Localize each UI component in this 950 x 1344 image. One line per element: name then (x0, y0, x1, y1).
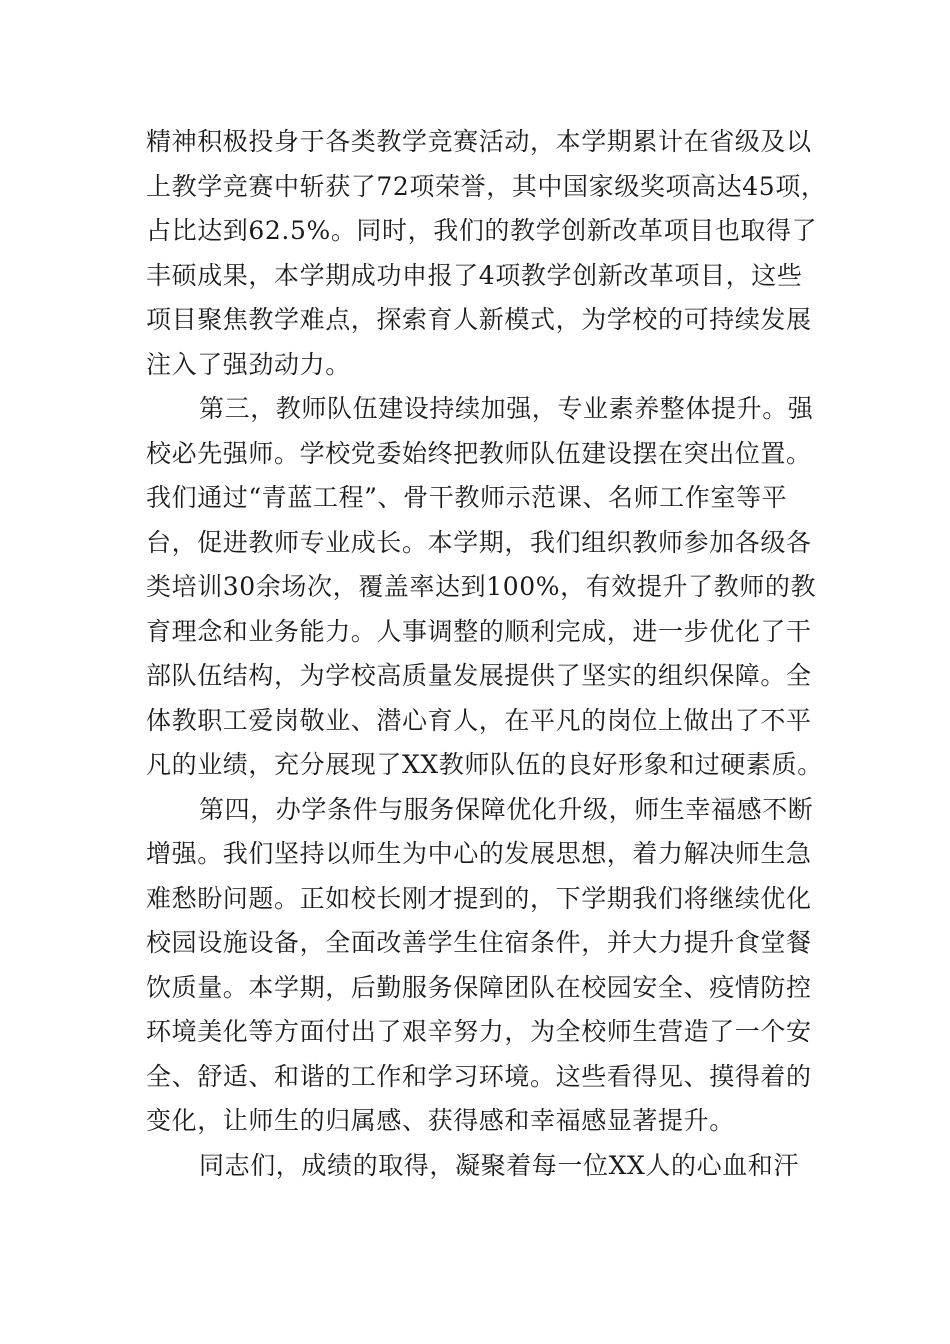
text-line: 我们通过“青蓝工程”、骨干教师示范课、名师工作室等平 (146, 483, 788, 512)
text-line: 项目聚焦教学难点，探索育人新模式，为学校的可持续发展 (146, 305, 812, 334)
text-line: 精神积极投身于各类教学竞赛活动，本学期累计在省级及以 (146, 127, 812, 156)
text-line: 同志们，成绩的取得，凝聚着每一位XX人的心血和汗 (199, 1150, 799, 1180)
text-line: 校必先强师。学校党委始终把教师队伍建设摆在突出位置。 (146, 438, 812, 468)
text-line: 环境美化等方面付出了艰辛努力，为全校师生营造了一个安 (146, 1017, 812, 1046)
text-line: 育理念和业务能力。人事调整的顺利完成，进一步优化了干 (146, 616, 812, 646)
text-line: 凡的业绩，充分展现了XX教师队伍的良好形象和过硬素质。 (146, 750, 823, 779)
paragraph-closing (146, 1144, 816, 1189)
text-line: 类培训30余场次，覆盖率达到100%，有效提升了教师的教 (146, 572, 817, 601)
document-body (146, 120, 827, 1188)
text-line: 上教学竞赛中斩获了72项荣誉，其中国家级奖项高达45项， (146, 171, 827, 201)
text-line: 占比达到62.5%。同时，我们的教学创新改革项目也取得了 (146, 216, 818, 245)
text-line: 台，促进教师专业成长。本学期，我们组织教师参加各级各 (146, 527, 812, 557)
paragraph-teacher-team (146, 387, 823, 788)
text-line: 校园设施设备，全面改善学生住宿条件，并大力提升食堂餐 (146, 928, 812, 957)
text-line: 第四，办学条件与服务保障优化升级，师生幸福感不断 (199, 794, 814, 824)
paragraph-teaching-competitions (146, 120, 827, 387)
paragraph-school-conditions (146, 788, 816, 1144)
text-line: 第三，教师队伍建设持续加强，专业素养整体提升。强 (199, 394, 814, 423)
text-line: 全、舒适、和谐的工作和学习环境。这些看得见、摸得着的 (146, 1061, 812, 1091)
text-line: 部队伍结构，为学校高质量发展提供了坚实的组织保障。全 (146, 661, 812, 690)
text-line: 体教职工爱岗敬业、潜心育人，在平凡的岗位上做出了不平 (146, 705, 812, 735)
text-line: 注入了强劲动力。 (146, 349, 351, 379)
text-line: 难愁盼问题。正如校长刚才提到的，下学期我们将继续优化 (146, 883, 812, 913)
text-line: 丰硕成果，本学期成功申报了4项教学创新改革项目，这些 (146, 260, 803, 290)
text-line: 变化，让师生的归属感、获得感和幸福感显著提升。 (146, 1106, 735, 1135)
text-line: 增强。我们坚持以师生为中心的发展思想，着力解决师生急 (146, 839, 812, 868)
text-line: 饮质量。本学期，后勤服务保障团队在校园安全、疫情防控 (146, 972, 812, 1002)
